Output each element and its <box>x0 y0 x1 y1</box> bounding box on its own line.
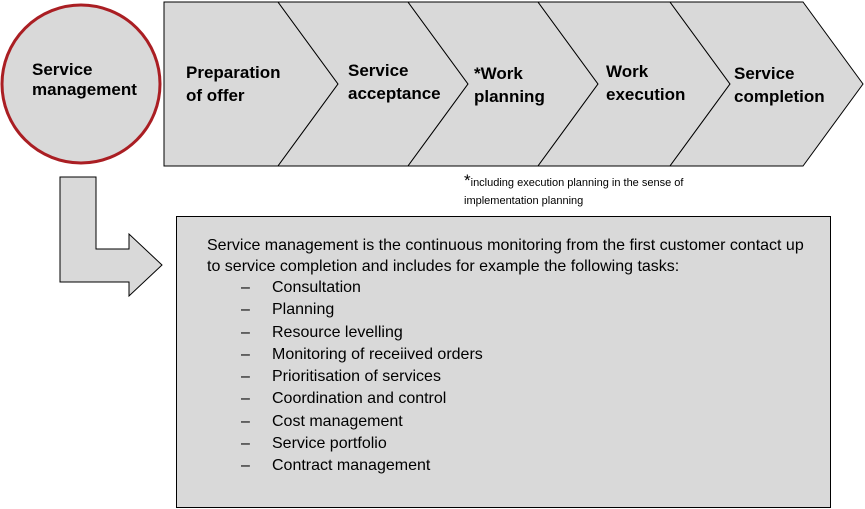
dash-bullet: – <box>241 390 250 408</box>
task-item <box>241 277 810 299</box>
task-label: Planning <box>272 301 335 319</box>
task-item <box>241 411 810 433</box>
task-label: Consultation <box>272 279 361 296</box>
dash-bullet: – <box>241 368 250 386</box>
footnote-text: including execution planning in the sense of implementation planning <box>464 177 684 207</box>
task-label: Cost management <box>272 412 403 430</box>
task-label: Prioritisation of services <box>272 368 441 386</box>
dash-bullet: – <box>241 457 250 475</box>
dash-bullet: – <box>241 412 250 430</box>
task-item <box>241 299 810 321</box>
dash-bullet: – <box>241 323 250 341</box>
task-item <box>241 455 810 477</box>
dash-bullet: – <box>241 279 250 296</box>
dash-bullet: – <box>241 435 250 453</box>
circle-label: Service management <box>32 60 137 99</box>
task-item <box>241 366 810 388</box>
task-label: Resource levelling <box>272 323 403 341</box>
step-label-work-execution: Work execution <box>606 62 686 104</box>
task-label: Contract management <box>272 457 431 475</box>
dash-bullet: – <box>241 345 250 363</box>
step-label-work-planning: *Work planning <box>474 64 545 106</box>
task-label: Monitoring of receiived orders <box>272 345 483 363</box>
task-item <box>241 433 810 455</box>
description-intro: Service management is the continuous monitoring from the first customer contact up to service completion and includes for example the following tasks: <box>207 237 804 275</box>
service-management-description-box <box>176 216 831 508</box>
bent-arrow-shape <box>60 177 162 296</box>
footnote-star: * <box>464 171 471 190</box>
dash-bullet: – <box>241 301 250 319</box>
task-label: Coordination and control <box>272 390 447 408</box>
task-item <box>241 322 810 344</box>
task-list <box>207 277 810 478</box>
footnote <box>464 172 704 210</box>
task-item <box>241 344 810 366</box>
task-item <box>241 388 810 410</box>
step-label-preparation-of-offer: Preparation of offer <box>186 63 281 105</box>
step-label-service-acceptance: Service acceptance <box>348 61 441 103</box>
step-label-service-completion: Service completion <box>734 64 825 106</box>
task-label: Service portfolio <box>272 435 387 453</box>
